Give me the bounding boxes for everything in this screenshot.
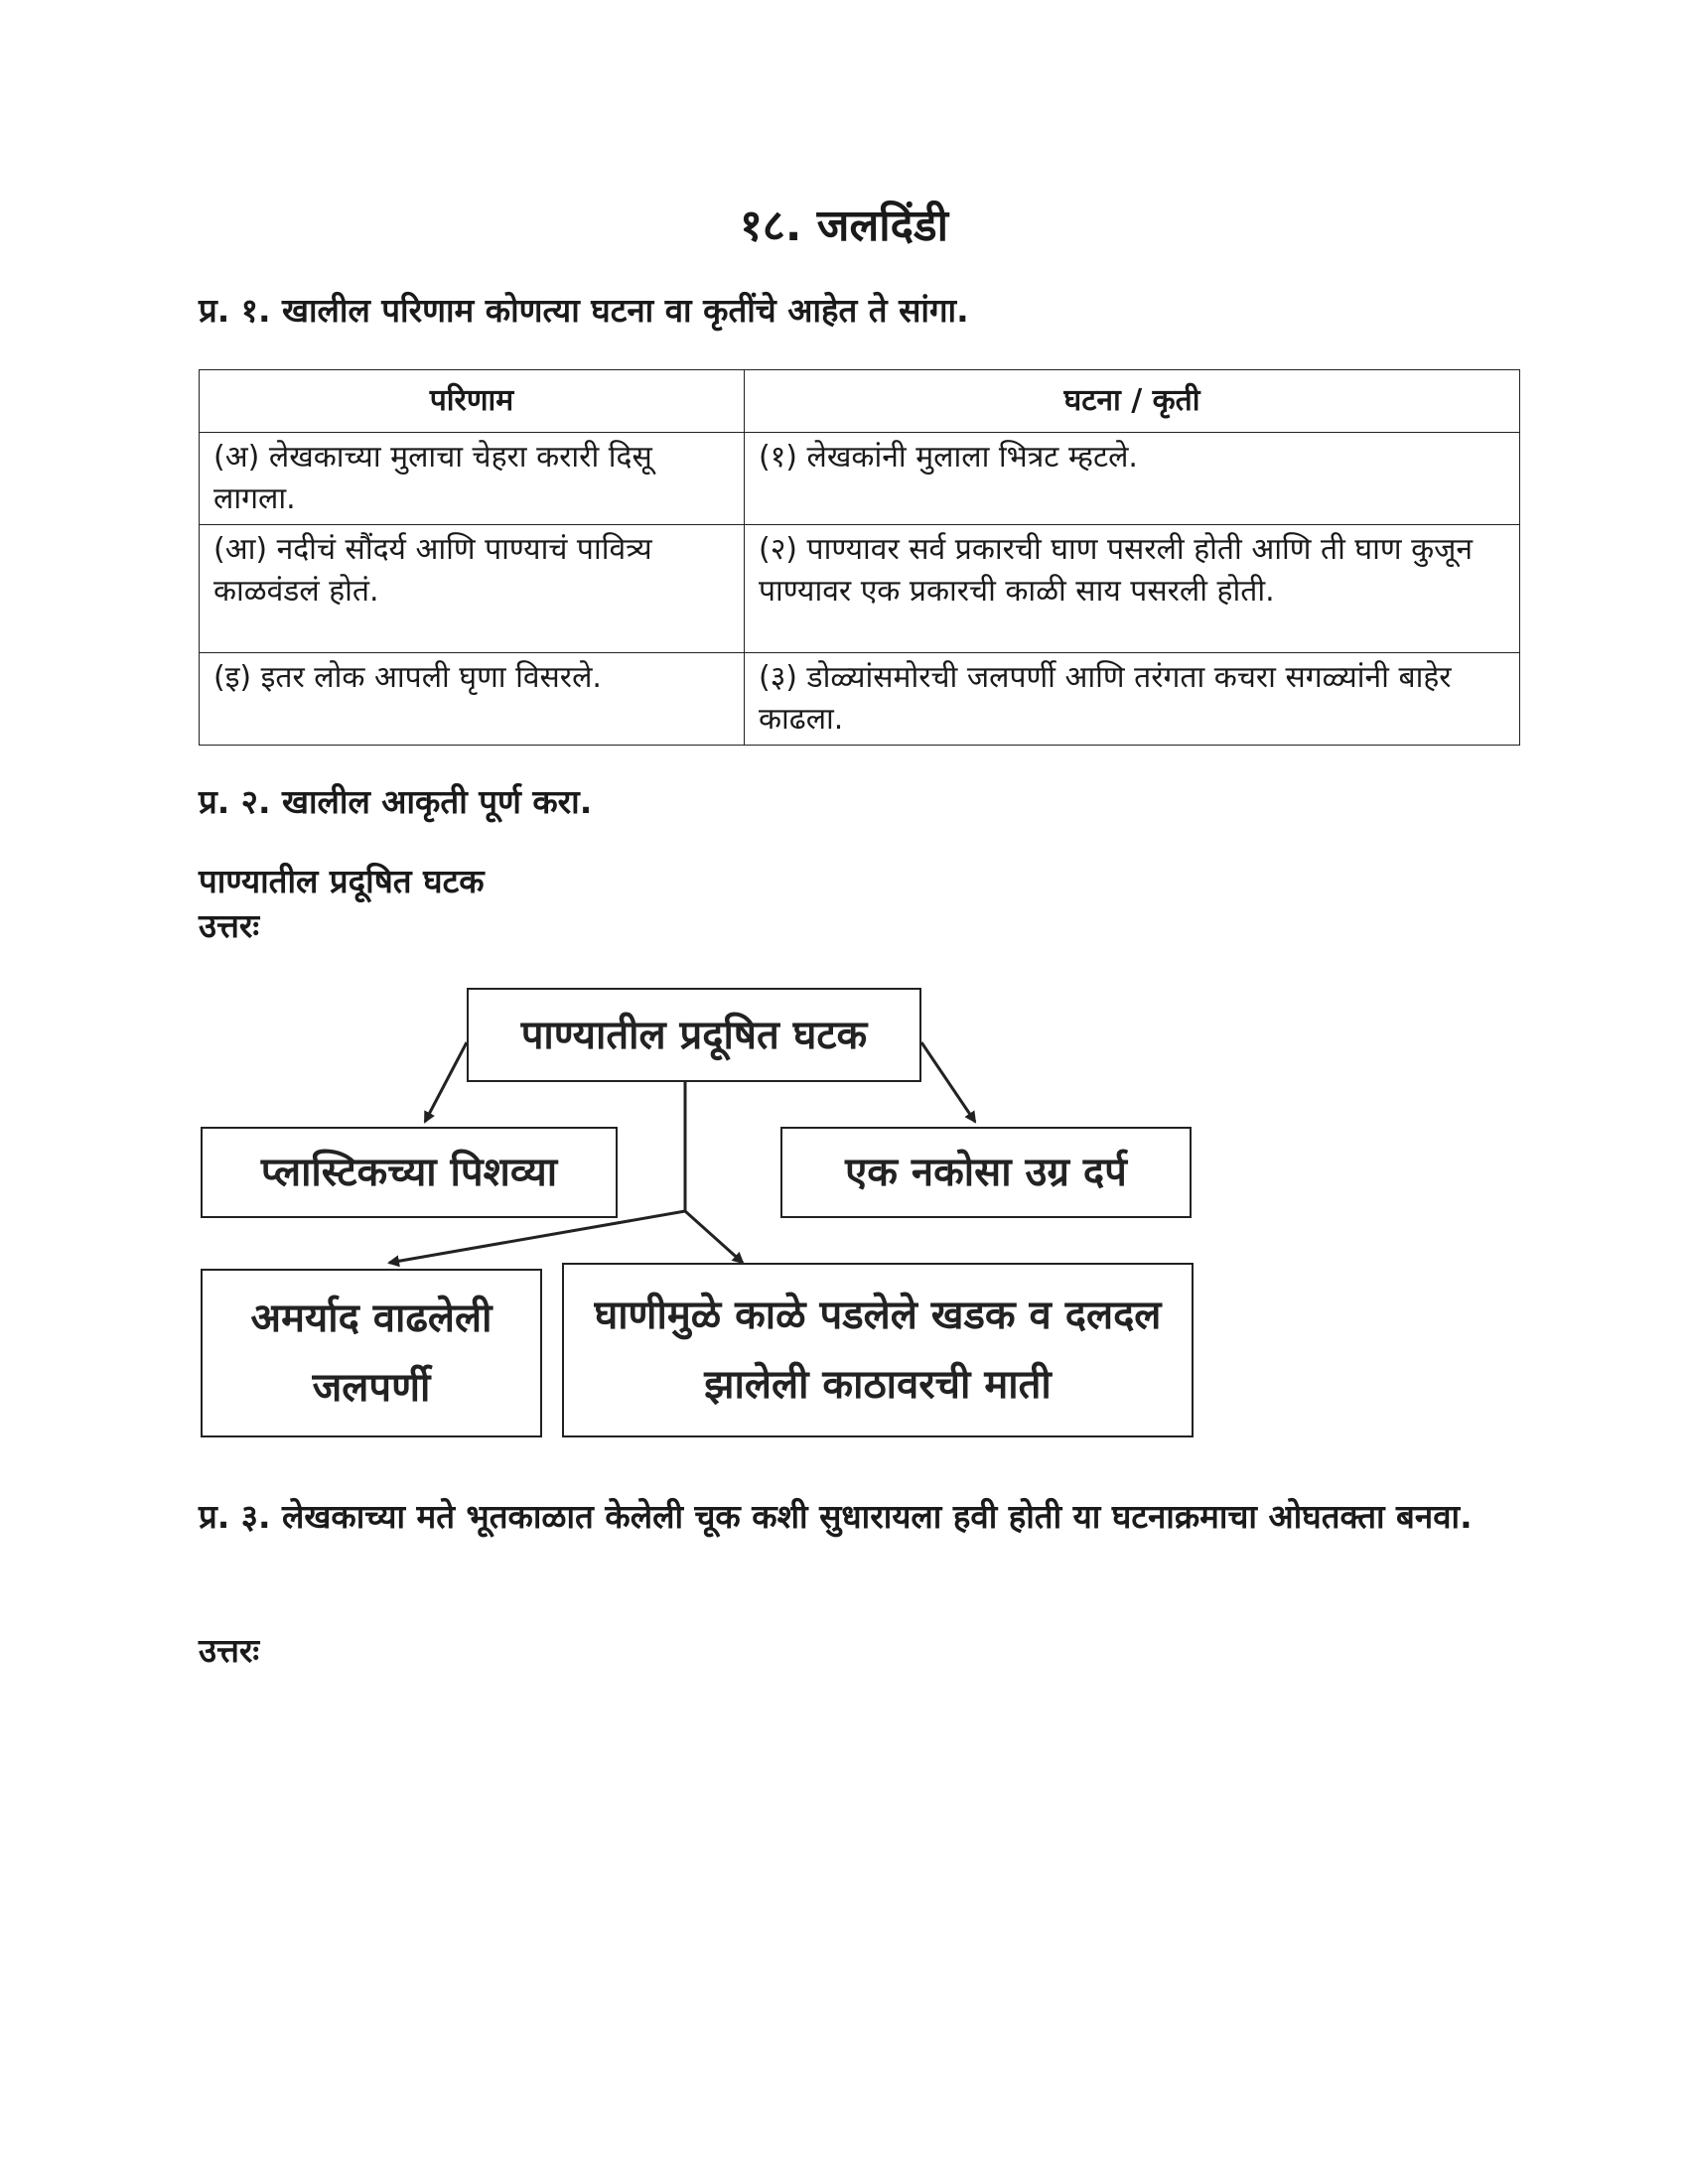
question-3: प्र. ३. लेखकाच्या मते भूतकाळात केलेली चूक कशी सुधारायला हवी होती या घटनाक्रमाचा ओघतक्ता बनवा. [199,1497,1473,1536]
table-cell: (आ) नदीचं सौंदर्य आणि पाण्याचं पावित्र्य काळवंडलं होतं. [200,525,745,653]
question-3-answer-label: उत्तरः [199,1631,260,1670]
question-2-subtitle: पाण्यातील प्रदूषित घटक [199,862,485,900]
diagram-item-box: घाणीमुळे काळे पडलेले खडक व दलदल झालेली काठावरची माती [562,1263,1194,1437]
arrow-to-right-top [921,1042,975,1122]
table-cell: (१) लेखकांनी मुलाला भित्रट म्हटले. [745,433,1520,525]
question-2: प्र. २. खालील आकृती पूर्ण करा. [199,782,593,821]
question-2-answer-label: उत्तरः [199,906,260,945]
arrow-to-left-top [425,1042,467,1122]
diagram-item-box: प्लास्टिकच्या पिशव्या [201,1127,618,1218]
table-header-result: परिणाम [200,370,745,433]
diagram-item-box: एक नकोसा उग्र दर्प [780,1127,1192,1218]
question-1: प्र. १. खालील परिणाम कोणत्या घटना वा कृतींचे आहेत ते सांगा. [199,291,969,330]
arrow-to-right-bottom [685,1211,743,1263]
page-title: १८. जलदिंडी [740,201,948,251]
table-header-event: घटना / कृती [745,370,1520,433]
table-cell: (इ) इतर लोक आपली घृणा विसरले. [200,653,745,746]
diagram-center-box: पाण्यातील प्रदूषित घटक [467,988,921,1082]
table-cell: (३) डोळ्यांसमोरची जलपर्णी आणि तरंगता कचरा सगळ्यांनी बाहेर काढला. [745,653,1520,746]
table-cell: (अ) लेखकाच्या मुलाचा चेहरा करारी दिसू लागला. [200,433,745,525]
arrow-to-left-bottom [389,1211,685,1263]
diagram-item-box: अमर्याद वाढलेली जलपर्णी [201,1269,542,1437]
table-cell: (२) पाण्यावर सर्व प्रकारची घाण पसरली होती आणि ती घाण कुजून पाण्यावर एक प्रकारची काळी साय पसरली होती. [745,525,1520,653]
